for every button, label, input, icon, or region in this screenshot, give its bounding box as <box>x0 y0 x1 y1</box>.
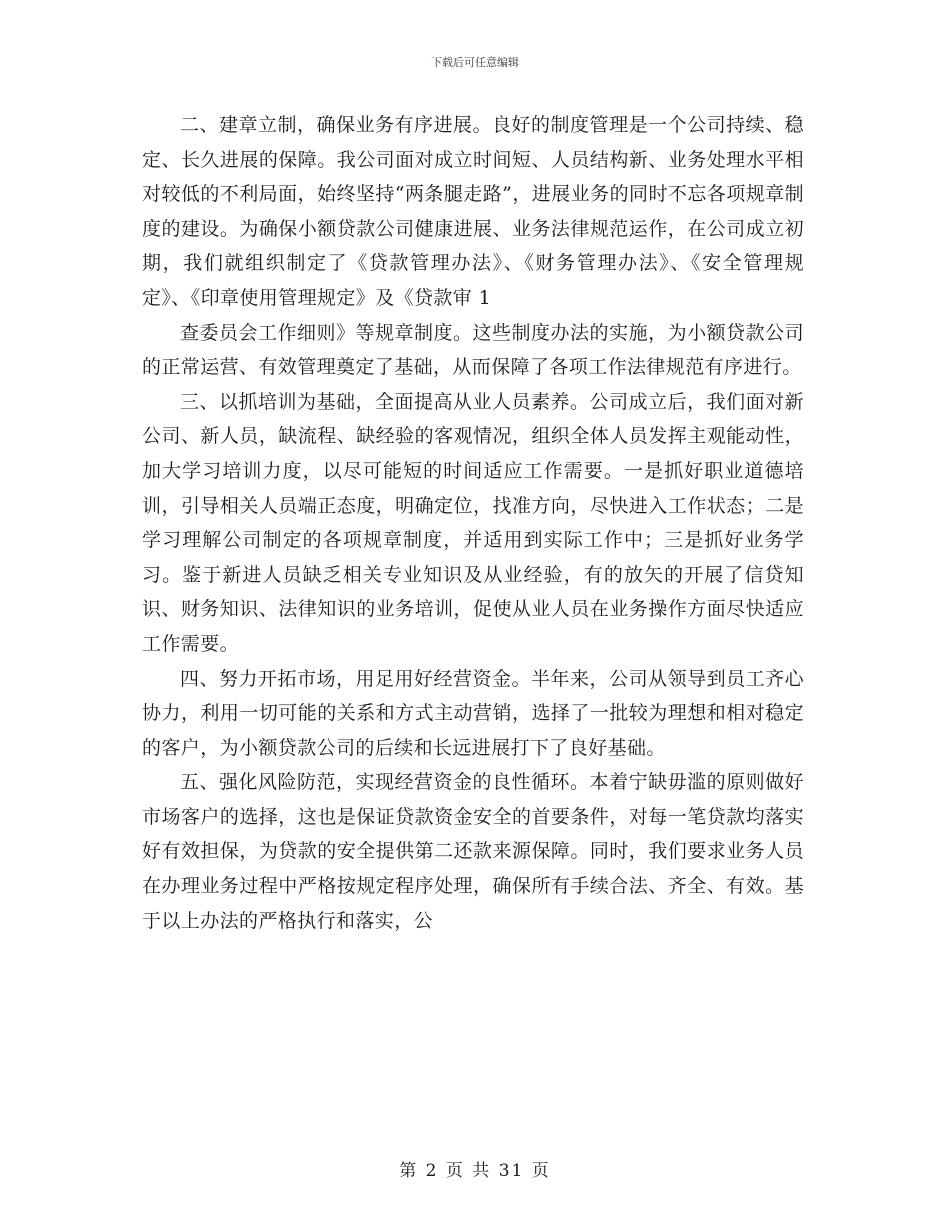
page-number: 第 2 页 共 31 页 <box>399 1161 551 1181</box>
paragraph: 二、建章立制，确保业务有序进展。良好的制度管理是一个公司持续、稳定、长久进展的保障。我公司面对成立时间短、人员结构新、业务处理水平相对较低的不利局面，始终坚持“两条腿走路”，进展业务的同时不忘各项规章制度的建设。为确保小额贷款公司健康进展、业务法律规范运作，在公司成立初期，我们就组织制定了《贷款管理办法》、《财务管理办法》、《安全管理规定》、《印章使用管理规定》及《贷款审 1 <box>142 114 804 309</box>
document-body <box>142 108 804 938</box>
paragraph: 五、强化风险防范，实现经营资金的良性循环。本着宁缺毋滥的原则做好市场客户的选择，这也是保证贷款资金安全的首要条件，对每一笔贷款均落实好有效担保，为贷款的安全提供第二还款来源保障。同时，我们要求业务人员在办理业务过程中严格按规定程序处理，确保所有手续合法、齐全、有效。基于以上办法的严格执行和落实，公 <box>142 771 804 932</box>
page-header: 下载后可任意编辑 <box>431 56 519 69</box>
paragraph: 查委员会工作细则》等规章制度。这些制度办法的实施，为小额贷款公司的正常运营、有效管理奠定了基础，从而保障了各项工作法律规范有序进行。 <box>142 321 804 379</box>
paragraph: 三、以抓培训为基础，全面提高从业人员素养。公司成立后，我们面对新公司、新人员，缺流程、缺经验的客观情况，组织全体人员发挥主观能动性，加大学习培训力度，以尽可能短的时间适应工作需要。一是抓好职业道德培训，引导相关人员端正态度，明确定位，找准方向，尽快进入工作状态；二是学习理解公司制定的各项规章制度，并适用到实际工作中；三是抓好业务学习。鉴于新进人员缺乏相关专业知识及从业经验，有的放矢的开展了信贷知识、财务知识、法律知识的业务培训，促使从业人员在业务操作方面尽快适应工作需要。 <box>142 390 804 655</box>
paragraph: 四、努力开拓市场，用足用好经营资金。半年来，公司从领导到员工齐心协力，利用一切可能的关系和方式主动营销，选择了一批较为理想和相对稳定的客户，为小额贷款公司的后续和长远进展打下了良好基础。 <box>142 667 804 759</box>
